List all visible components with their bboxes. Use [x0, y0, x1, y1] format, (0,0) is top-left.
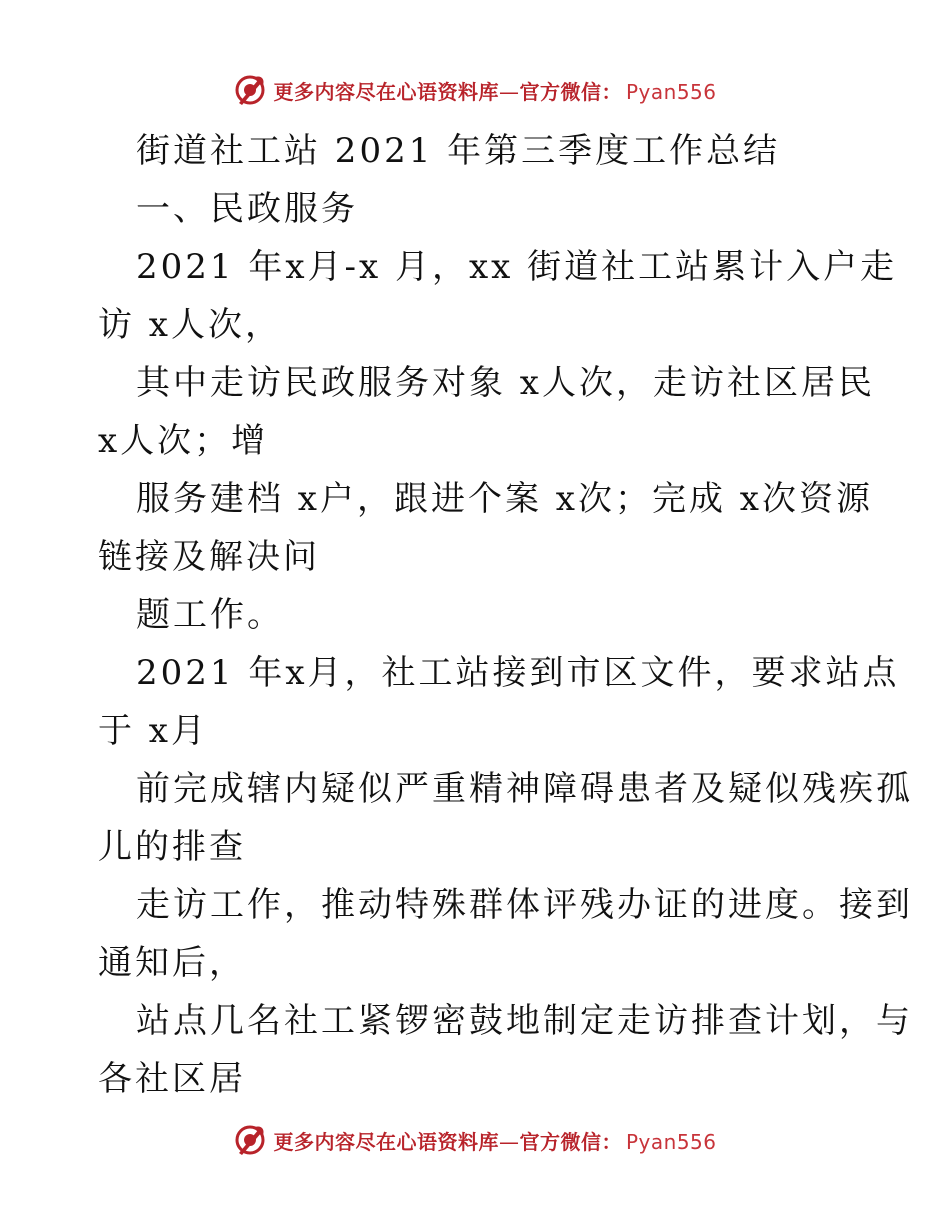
- paragraph-line: 访 x人次，: [98, 305, 282, 345]
- header-banner-text: [273, 76, 716, 105]
- paragraph-line: 题工作。: [136, 595, 284, 635]
- promo-text: 更多内容尽在心语资料库: [273, 79, 499, 104]
- header-banner: [0, 70, 950, 110]
- paragraph-line: 其中走访民政服务对象 x人次，走访社区居民: [136, 363, 875, 403]
- wechat-id: Pyan556: [625, 1129, 717, 1154]
- paragraph-line: 通知后，: [98, 943, 246, 983]
- paragraph-line: 站点几名社工紧锣密鼓地制定走访排查计划，与: [136, 1001, 913, 1041]
- separator: —: [498, 79, 520, 104]
- wechat-id: Pyan556: [625, 79, 717, 104]
- quill-seal-icon: [233, 1123, 267, 1157]
- paragraph-line: 走访工作，推动特殊群体评残办证的进度。接到: [136, 885, 913, 925]
- document-title: 街道社工站 2021 年第三季度工作总结: [136, 131, 781, 171]
- separator: —: [498, 1129, 520, 1154]
- quill-seal-icon: [233, 73, 267, 107]
- paragraph-line: 服务建档 x户，跟进个案 x次；完成 x次资源: [136, 479, 873, 519]
- section-heading: 一、民政服务: [136, 189, 358, 229]
- paragraph-line: 儿的排查: [98, 827, 246, 867]
- promo-text: 更多内容尽在心语资料库: [273, 1129, 499, 1154]
- footer-banner-text: [273, 1126, 716, 1155]
- footer-banner: [0, 1120, 950, 1160]
- paragraph-line: 各社区居: [98, 1059, 246, 1099]
- paragraph-line: 链接及解决问: [98, 537, 320, 577]
- paragraph-line: 于 x月: [98, 711, 208, 751]
- document-body: [98, 122, 913, 1108]
- paragraph-line: x人次；增: [98, 421, 269, 461]
- paragraph-line: 2021 年x月，社工站接到市区文件，要求站点: [136, 653, 900, 693]
- wechat-label: 官方微信：: [519, 1129, 622, 1154]
- paragraph-line: 前完成辖内疑似严重精神障碍患者及疑似残疾孤: [136, 769, 913, 809]
- wechat-label: 官方微信：: [519, 79, 622, 104]
- paragraph-line: 2021 年x月-x 月，xx 街道社工站累计入户走: [136, 247, 898, 287]
